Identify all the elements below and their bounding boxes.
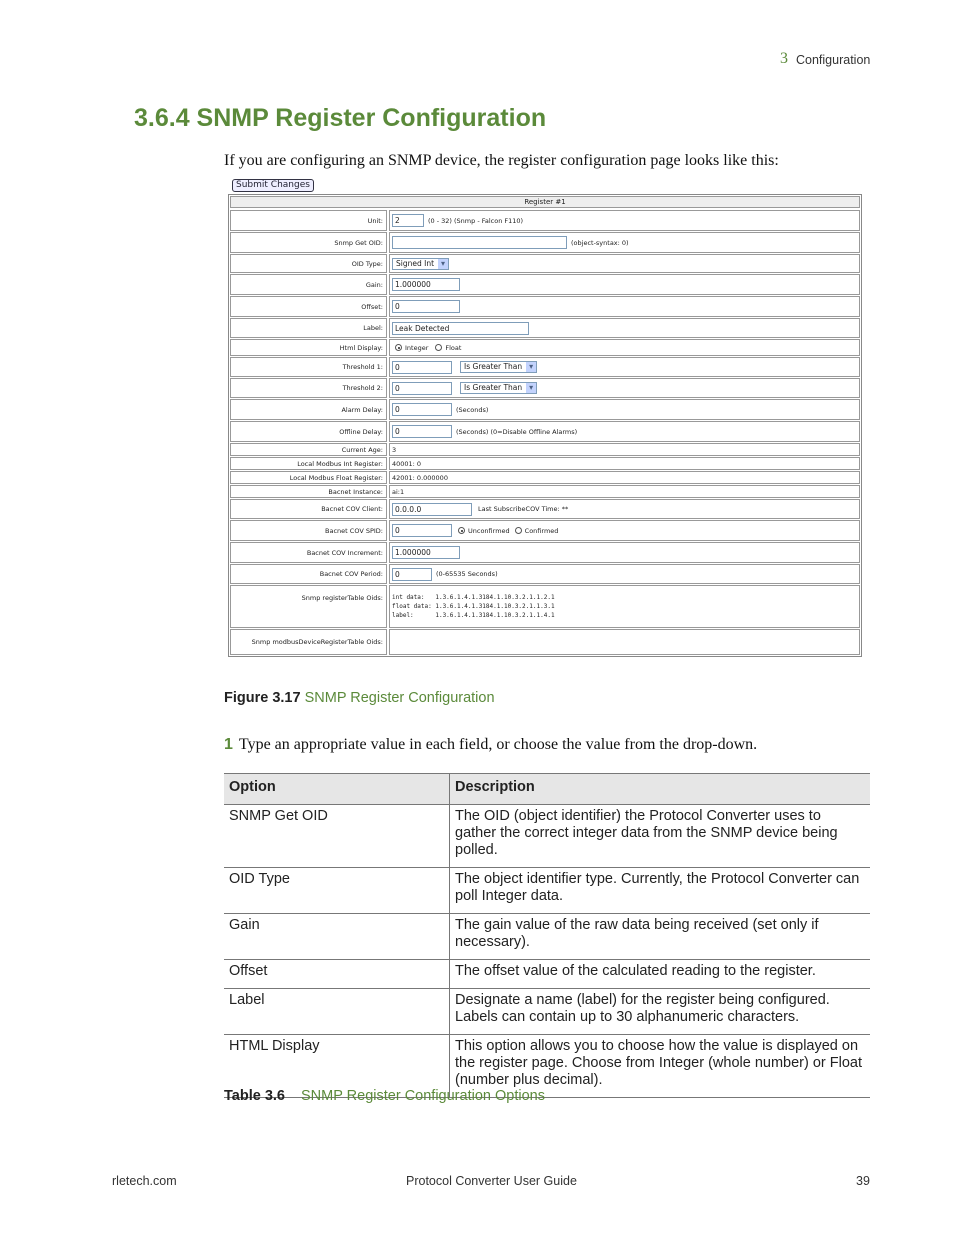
current-age-value: 3	[389, 443, 860, 456]
option-cell: Offset	[224, 960, 450, 989]
unit-label: Unit:	[230, 210, 387, 231]
snmp-get-oid-row	[389, 232, 860, 253]
modbus-float-value: 42001: 0.000000	[389, 471, 860, 484]
figure-caption	[224, 690, 495, 706]
table-caption	[224, 1088, 545, 1104]
bacnet-cov-increment-input[interactable]: 1.000000	[392, 546, 460, 559]
table-row	[224, 805, 870, 868]
bacnet-cov-period-input[interactable]: 0	[392, 568, 432, 581]
offline-delay-input[interactable]: 0	[392, 425, 452, 438]
bacnet-cov-spid-label: Bacnet COV SPID:	[230, 520, 387, 541]
threshold1-label: Threshold 1:	[230, 357, 387, 377]
alarm-delay-label: Alarm Delay:	[230, 399, 387, 420]
threshold2-label: Threshold 2:	[230, 378, 387, 398]
label-label: Label:	[230, 318, 387, 338]
html-display-row	[389, 339, 860, 356]
chapter-title: Configuration	[796, 53, 871, 67]
register-title: Register #1	[230, 196, 860, 208]
threshold1-select[interactable]: Is Greater Than ▾	[460, 361, 537, 373]
oid-label-data: label: 1.3.6.1.4.1.3184.1.10.3.2.1.1.4.1	[392, 612, 555, 619]
threshold2-row	[389, 378, 860, 398]
figure-caption-label: Figure 3.17	[224, 690, 301, 706]
offset-row	[389, 296, 860, 317]
alarm-delay-hint: (Seconds)	[456, 405, 489, 414]
offline-delay-label: Offline Delay:	[230, 421, 387, 442]
oid-type-label: OID Type:	[230, 254, 387, 273]
snmp-register-oids-label: Snmp registerTable Oids:	[230, 585, 387, 628]
option-cell: OID Type	[224, 868, 450, 914]
float-radio-label: Float	[445, 343, 462, 352]
footer-website: rletech.com	[112, 1174, 177, 1188]
page-number: 39	[856, 1174, 870, 1188]
option-cell: HTML Display	[224, 1035, 450, 1098]
option-cell: Label	[224, 989, 450, 1035]
modbus-int-label: Local Modbus Int Register:	[230, 457, 387, 470]
bacnet-cov-increment-row	[389, 542, 860, 563]
unconfirmed-radio-label: Unconfirmed	[468, 526, 510, 535]
bacnet-cov-period-hint: (0-65535 Seconds)	[436, 570, 498, 578]
threshold2-input[interactable]: 0	[392, 382, 452, 395]
bacnet-cov-spid-input[interactable]: 0	[392, 524, 452, 537]
integer-radio-label: Integer	[405, 343, 429, 352]
integer-radio[interactable]	[395, 344, 402, 351]
snmp-get-oid-hint: (object-syntax: 0)	[571, 238, 629, 247]
bacnet-cov-client-hint: Last SubscribeCOV Time: **	[478, 505, 569, 513]
threshold1-input[interactable]: 0	[392, 361, 452, 374]
modbus-int-value: 40001: 0	[389, 457, 860, 470]
bacnet-cov-period-label: Bacnet COV Period:	[230, 564, 387, 584]
bacnet-cov-increment-label: Bacnet COV Increment:	[230, 542, 387, 563]
oid-type-row	[389, 254, 860, 273]
gain-label: Gain:	[230, 274, 387, 295]
description-cell: Designate a name (label) for the register being configured. Labels can contain up to 30 alphanumeric characters.	[450, 989, 871, 1035]
description-cell: This option allows you to choose how the value is displayed on the register page. Choose from Integer (whole number) or Float (number plus decimal).	[450, 1035, 871, 1098]
description-cell: The object identifier type. Currently, the Protocol Converter can poll Integer data.	[450, 868, 871, 914]
section-title: 3.6.4 SNMP Register Configuration	[134, 104, 547, 132]
oid-int-data: int data: 1.3.6.1.4.1.3184.1.10.3.2.1.1.2.1	[392, 594, 555, 601]
bacnet-instance-label: Bacnet Instance:	[230, 485, 387, 498]
snmp-modbus-oids-value	[389, 629, 860, 655]
unconfirmed-radio[interactable]	[458, 527, 465, 534]
gain-row	[389, 274, 860, 295]
bacnet-instance-value: ai:1	[389, 485, 860, 498]
alarm-delay-input[interactable]: 0	[392, 403, 452, 416]
confirmed-radio-label: Confirmed	[524, 526, 559, 535]
table-row	[224, 914, 870, 960]
label-row	[389, 318, 860, 338]
option-cell: SNMP Get OID	[224, 805, 450, 868]
step-1	[224, 736, 757, 754]
gain-input[interactable]: 1.000000	[392, 278, 460, 291]
description-cell: The gain value of the raw data being received (set only if necessary).	[450, 914, 871, 960]
html-display-label: Html Display:	[230, 339, 387, 356]
table-caption-text: SNMP Register Configuration Options	[301, 1088, 545, 1104]
bacnet-cov-period-row	[389, 564, 860, 584]
chapter-number: 3	[780, 50, 788, 67]
bacnet-cov-client-row	[389, 499, 860, 519]
options-table	[224, 773, 870, 1098]
snmp-modbus-oids-label: Snmp modbusDeviceRegisterTable Oids:	[230, 629, 387, 655]
footer-title: Protocol Converter User Guide	[406, 1174, 577, 1188]
alarm-delay-row	[389, 399, 860, 420]
oid-float-data: float data: 1.3.6.1.4.1.3184.1.10.3.2.1.1.3.1	[392, 603, 555, 610]
offline-delay-hint: (Seconds) (0=Disable Offline Alarms)	[456, 427, 578, 436]
table-row	[224, 868, 870, 914]
current-age-label: Current Age:	[230, 443, 387, 456]
submit-changes-button[interactable]: Submit Changes	[232, 179, 314, 192]
table-caption-label: Table 3.6	[224, 1088, 285, 1104]
bacnet-cov-spid-row	[389, 520, 860, 541]
confirmed-radio[interactable]	[515, 527, 522, 534]
intro-text: If you are configuring an SNMP device, the register configuration page looks like this:	[224, 152, 779, 169]
snmp-get-oid-input[interactable]	[392, 236, 567, 249]
table-header-row	[224, 774, 870, 805]
option-cell: Gain	[224, 914, 450, 960]
figure-caption-text: SNMP Register Configuration	[304, 690, 495, 706]
offline-delay-row	[389, 421, 860, 442]
float-radio[interactable]	[435, 344, 442, 351]
offset-label: Offset:	[230, 296, 387, 317]
description-cell: The OID (object identifier) the Protocol Converter uses to gather the correct integer data from the SNMP device being polled.	[450, 805, 871, 868]
description-cell: The offset value of the calculated reading to the register.	[450, 960, 871, 989]
threshold1-row	[389, 357, 860, 377]
snmp-register-oids-value	[389, 585, 860, 628]
label-input[interactable]: Leak Detected	[392, 322, 529, 335]
oid-type-select[interactable]: Signed Int ▾	[392, 258, 449, 270]
snmp-get-oid-label: Snmp Get OID:	[230, 232, 387, 253]
unit-hint: (0 - 32) (Snmp - Falcon F110)	[428, 216, 524, 225]
step-number: 1	[224, 736, 233, 753]
header-option: Option	[224, 774, 450, 805]
unit-input[interactable]: 2	[392, 214, 424, 227]
header-description: Description	[450, 774, 871, 805]
step-text: Type an appropriate value in each field, or choose the value from the drop-down.	[238, 736, 758, 753]
table-row	[224, 960, 870, 989]
threshold2-select[interactable]: Is Greater Than ▾	[460, 382, 537, 394]
modbus-float-label: Local Modbus Float Register:	[230, 471, 387, 484]
offset-input[interactable]: 0	[392, 300, 460, 313]
unit-row	[389, 210, 860, 231]
bacnet-cov-client-input[interactable]: 0.0.0.0	[392, 503, 472, 516]
bacnet-cov-client-label: Bacnet COV Client:	[230, 499, 387, 519]
table-row	[224, 989, 870, 1035]
